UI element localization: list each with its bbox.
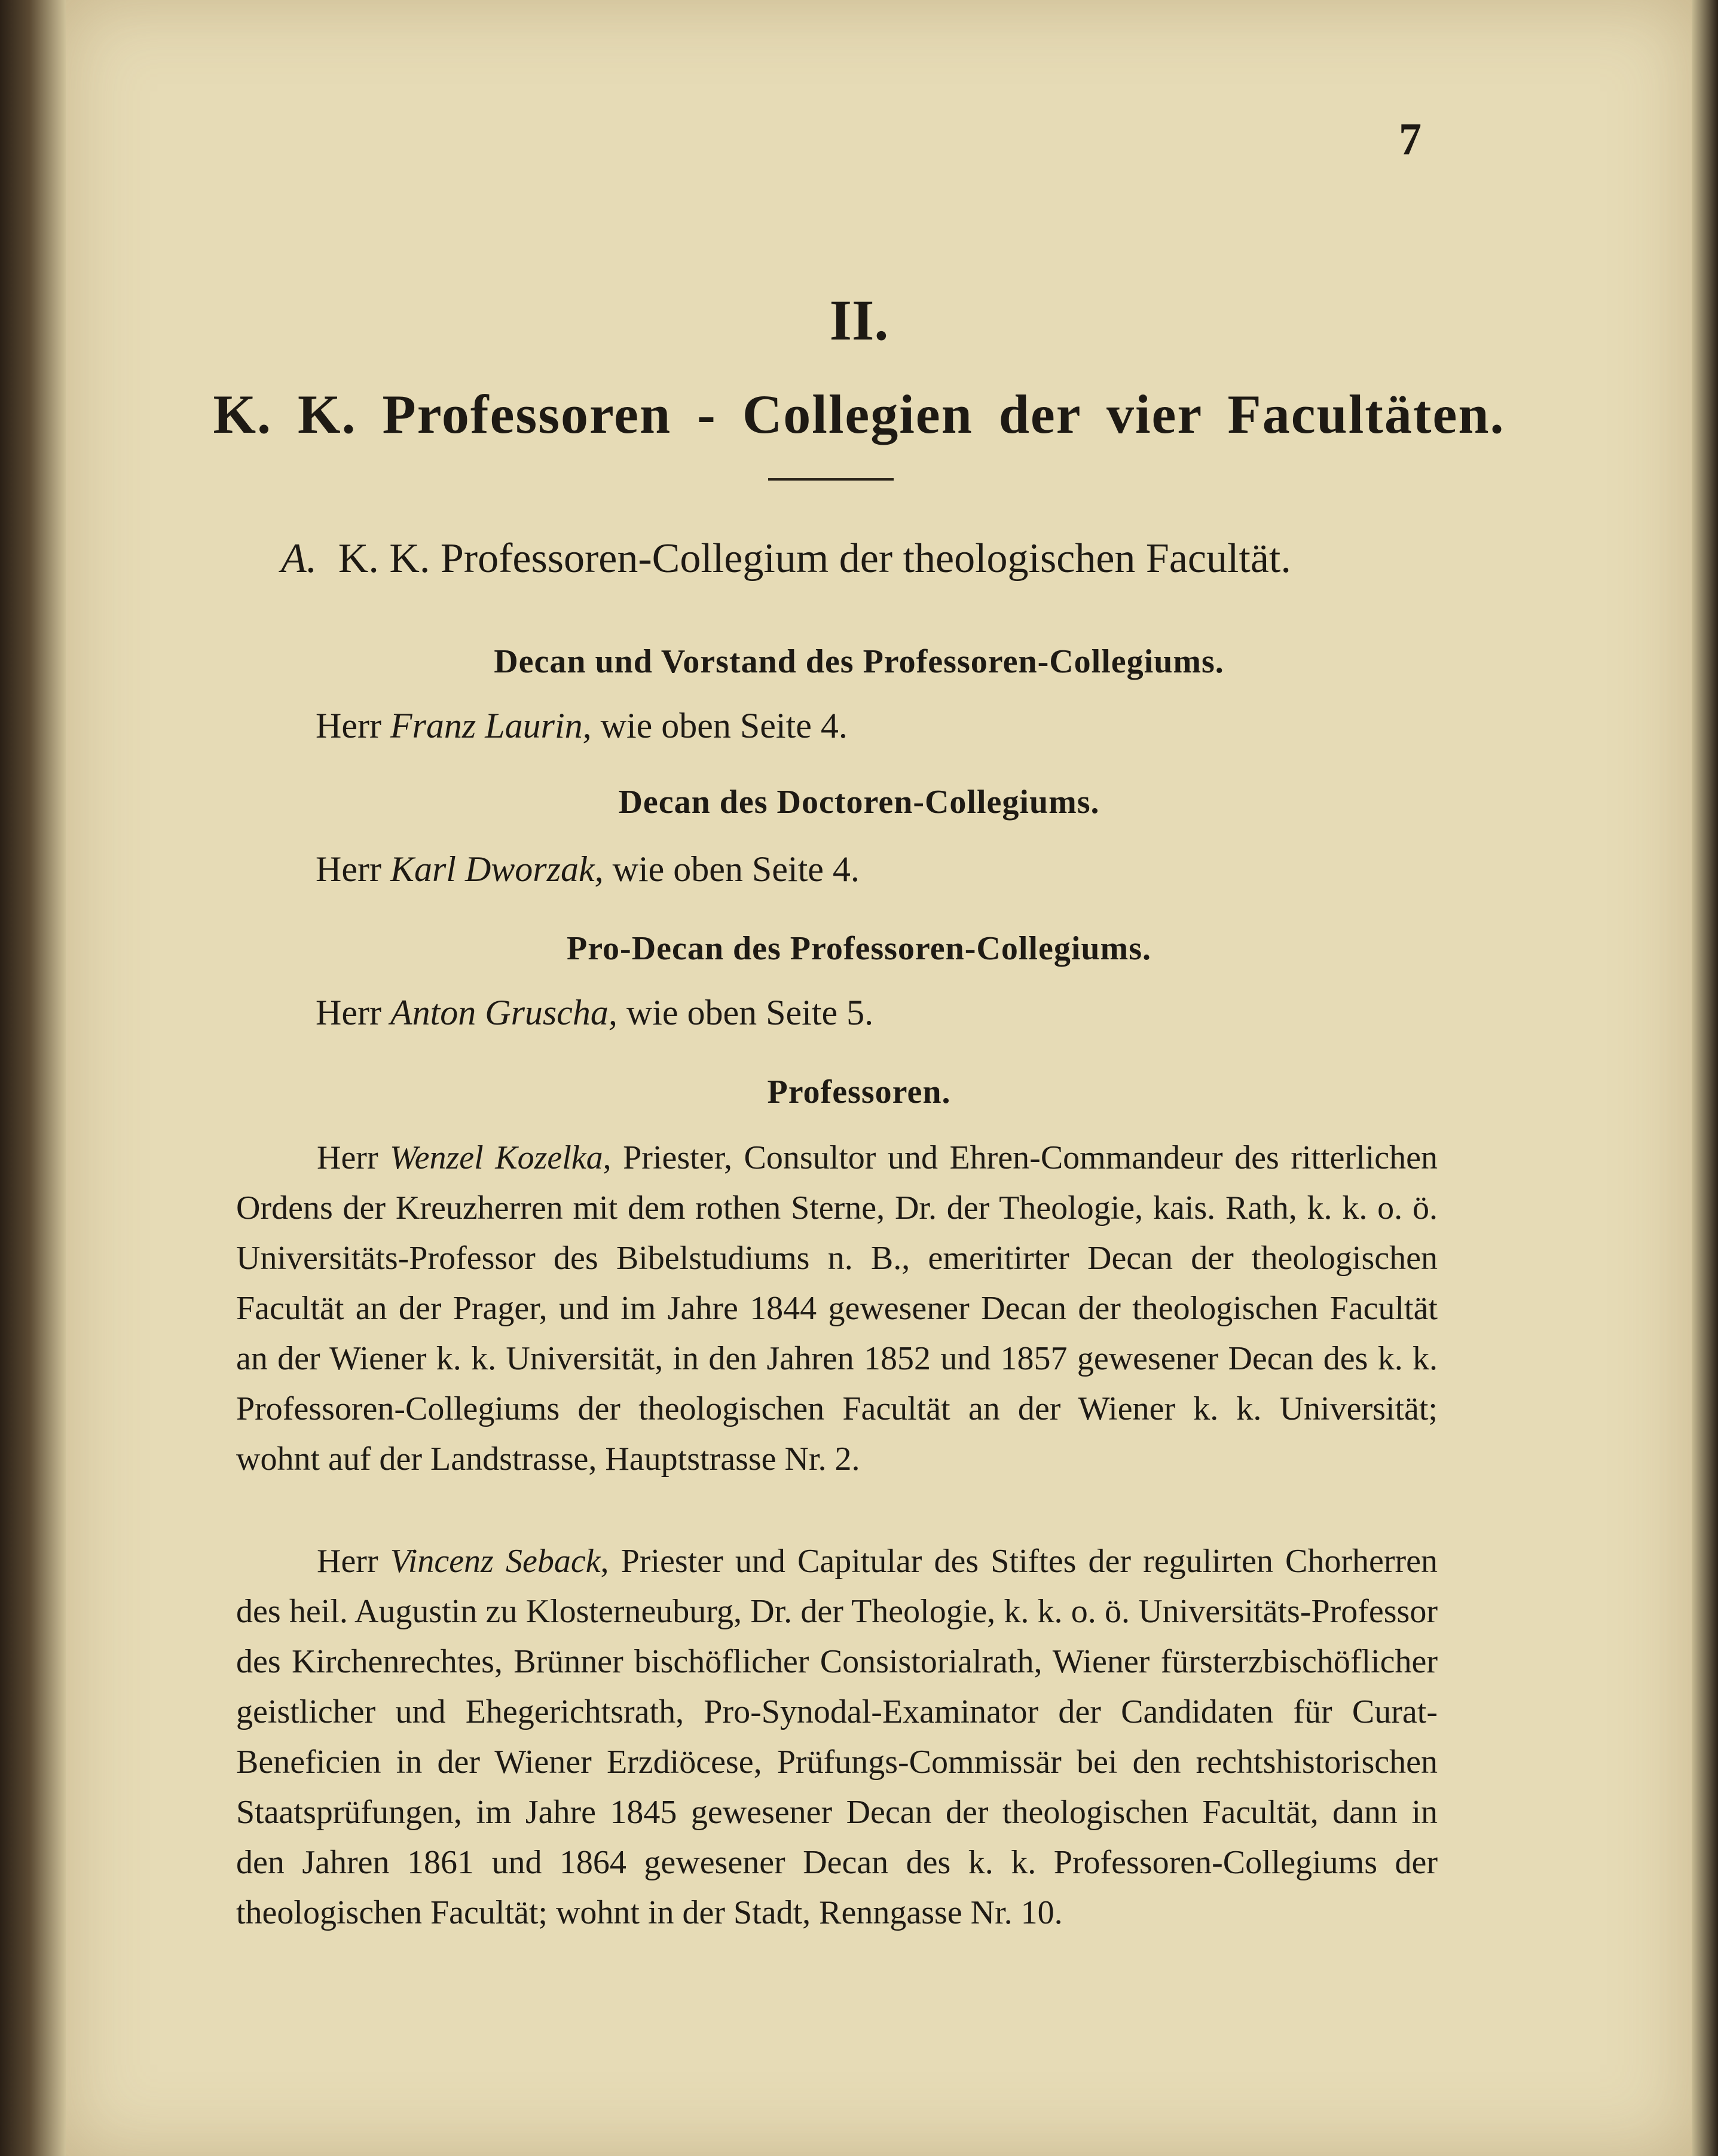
entry-pro-decan	[316, 992, 873, 1033]
entry-decan-doctoren	[316, 849, 860, 890]
title-divider	[768, 478, 894, 481]
entry-rest: wie oben Seite 4.	[600, 706, 848, 745]
professor-entry	[236, 1536, 1438, 1938]
entry-honorific: Herr	[317, 1139, 378, 1176]
subsection-title	[281, 535, 1476, 583]
entry-name: Karl Dworzak,	[390, 849, 604, 889]
entry-name: Wenzel Kozelka	[390, 1139, 603, 1176]
entry-honorific: Herr	[316, 706, 381, 745]
entry-rest: wie oben Seite 4.	[612, 849, 860, 889]
entry-decan-vorstand	[316, 705, 848, 747]
entry-honorific: Herr	[317, 1543, 378, 1580]
professor-entry	[236, 1133, 1438, 1484]
entry-name: Anton Gruscha,	[390, 993, 617, 1032]
heading-pro-decan: Pro-Decan des Professoren-Collegiums.	[567, 930, 1151, 967]
entry-name: Vincenz Seback	[390, 1543, 601, 1580]
entry-rest: wie oben Seite 5.	[626, 993, 874, 1032]
section-numeral: II.	[829, 288, 889, 352]
entry-text: , Priester, Consultor und Ehren-Commandeur des ritterlichen Ordens der Kreuzherren mit dem rothen Sterne, Dr. der Theologie, kais. Rath, k. k. o. ö. Universitäts-Professor des Bibelstudiums n. B., emeritirter Decan der theologischen Facultät an der Prager, und im Jahre 1844 gewesener Decan der theologischen Facultät an der Wiener k. k. Universität, in den Jahren 1852 und 1857 gewesener Decan des k. k. Professoren-Collegiums der theologischen Facultät an der Wiener k. k. Universität; wohnt auf der Landstrasse, Hauptstrasse Nr. 2.	[236, 1139, 1438, 1478]
entry-honorific: Herr	[316, 849, 381, 889]
entry-honorific: Herr	[316, 993, 381, 1032]
subsection-text: K. K. Professoren-Collegium der theologischen Facultät.	[338, 536, 1291, 582]
page-title: K. K. Professoren - Collegien der vier Facultäten.	[213, 384, 1505, 445]
heading-professoren: Professoren.	[767, 1074, 951, 1111]
heading-decan-vorstand: Decan und Vorstand des Professoren-Collegiums.	[494, 643, 1224, 680]
subsection-letter: A.	[281, 536, 317, 582]
entry-text: , Priester und Capitular des Stiftes der regulirten Chorherren des heil. Augustin zu Klosterneuburg, Dr. der Theologie, k. k. o. ö. Universitäts-Professor des Kirchenrechtes, Brünner bischöflicher Consistorialrath, Wiener fürsterzbischöflicher geistlicher und Ehegerichtsrath, Pro-Synodal-Examinator der Candidaten für Curat-Beneficien in der Wiener Erzdiöcese, Prüfungs-Commissär bei den rechtshistorischen Staatsprüfungen, im Jahre 1845 gewesener Decan der theologischen Facultät, dann in den Jahren 1861 und 1864 gewesener Decan des k. k. Professoren-Collegiums der theologischen Facultät; wohnt in der Stadt, Renngasse Nr. 10.	[236, 1543, 1438, 1931]
entry-name: Franz Laurin,	[390, 706, 592, 745]
heading-decan-doctoren: Decan des Doctoren-Collegiums.	[618, 784, 1100, 821]
page-number: 7	[1399, 114, 1422, 164]
